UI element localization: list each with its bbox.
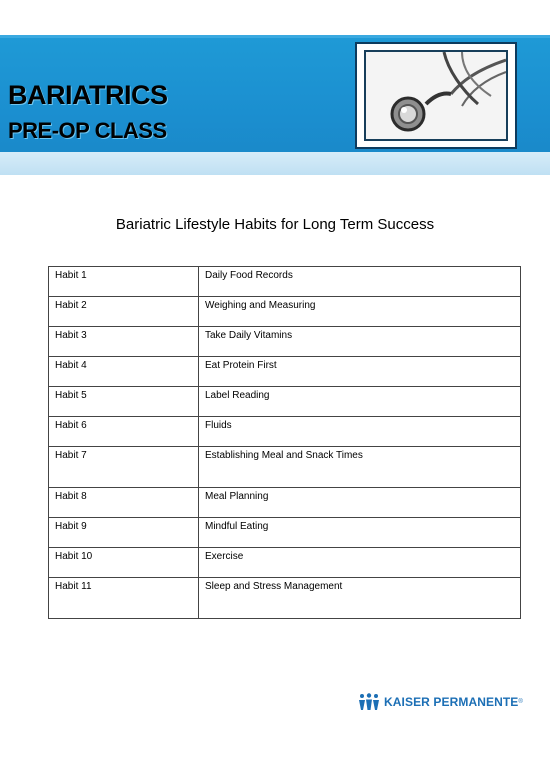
habit-description: Weighing and Measuring (199, 297, 521, 327)
registered-mark: ® (518, 699, 523, 705)
habit-description: Label Reading (199, 387, 521, 417)
header-top-line (0, 35, 550, 38)
kaiser-permanente-logo (358, 693, 523, 711)
habit-number: Habit 5 (49, 387, 199, 417)
table-row (49, 267, 521, 297)
habit-description: Fluids (199, 417, 521, 447)
habit-description: Establishing Meal and Snack Times (199, 447, 521, 488)
table-row (49, 488, 521, 518)
title-pre-op-class: PRE-OP CLASS (8, 118, 167, 143)
habit-number: Habit 1 (49, 267, 199, 297)
habit-number: Habit 2 (49, 297, 199, 327)
habit-number: Habit 11 (49, 578, 199, 619)
table-row (49, 548, 521, 578)
table-row (49, 447, 521, 488)
habit-number: Habit 7 (49, 447, 199, 488)
stethoscope-icon (364, 50, 508, 141)
table-row (49, 578, 521, 619)
table-row (49, 417, 521, 447)
table-row (49, 297, 521, 327)
habit-description: Take Daily Vitamins (199, 327, 521, 357)
title-bariatrics: BARIATRICS (8, 80, 168, 110)
table-row (49, 518, 521, 548)
table-row (49, 327, 521, 357)
habits-table (48, 266, 521, 619)
table-row (49, 357, 521, 387)
page-heading: Bariatric Lifestyle Habits for Long Term Success (115, 216, 435, 233)
habit-description: Sleep and Stress Management (199, 578, 521, 619)
habit-number: Habit 10 (49, 548, 199, 578)
header-photo-frame (355, 42, 517, 149)
people-icon (358, 693, 380, 711)
habit-number: Habit 6 (49, 417, 199, 447)
habit-number: Habit 4 (49, 357, 199, 387)
header-light-band (0, 152, 550, 175)
habit-number: Habit 8 (49, 488, 199, 518)
habit-number: Habit 9 (49, 518, 199, 548)
habit-description: Mindful Eating (199, 518, 521, 548)
habit-description: Daily Food Records (199, 267, 521, 297)
habit-description: Meal Planning (199, 488, 521, 518)
habit-description: Exercise (199, 548, 521, 578)
habit-description: Eat Protein First (199, 357, 521, 387)
table-row (49, 387, 521, 417)
logo-text: KAISER PERMANENTE (384, 695, 519, 709)
habit-number: Habit 3 (49, 327, 199, 357)
